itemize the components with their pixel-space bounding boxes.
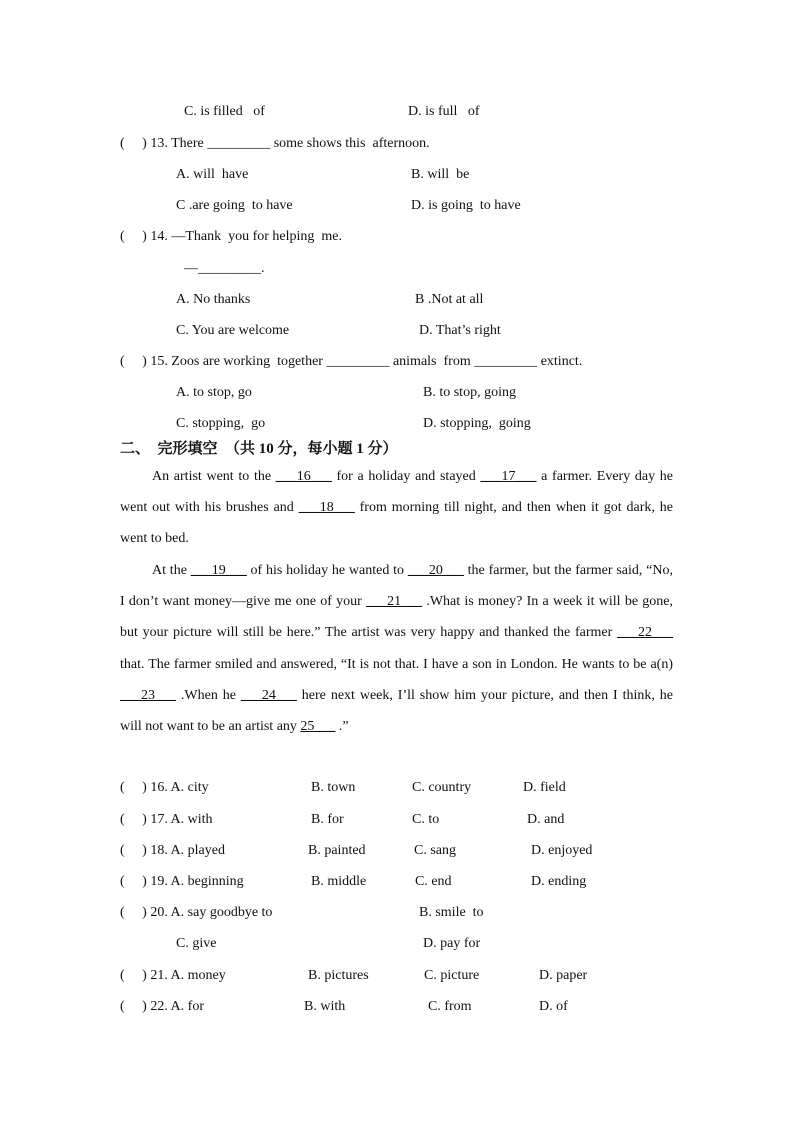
q19-option-d: D. ending [531,874,587,889]
passage-text: .When he [176,687,241,703]
q15-option-a: A. to stop, go [176,385,252,400]
q18-option-d: D. enjoyed [531,843,593,858]
q22-option-a: ( ) 22. A. for [120,999,204,1014]
q13-option-c: C .are going to have [176,198,293,213]
passage-text: that. The farmer smiled and answered, “It is not that. I have a son in London. He wants to be a(n) [120,656,673,672]
q13-option-d: D. is going to have [411,198,521,213]
passage-text: At the [152,563,191,578]
q19-option-c: C. end [415,874,452,889]
q14-stem: ( ) 14. —Thank you for helping me. [120,229,343,244]
q21-option-c: C. picture [424,968,480,983]
blank: 25___ [300,719,336,735]
q15-option-d: D. stopping, going [423,416,531,431]
blank: ___23___ [120,687,176,703]
passage-paragraph-1 [120,461,673,555]
q16-option-d: D. field [523,780,566,795]
q12-option-d: D. is full of [408,104,480,119]
q21-option-b: B. pictures [308,968,369,983]
q18-option-b: B. painted [308,843,366,858]
q16-option-c: C. country [412,780,472,795]
q20-option-c: C. give [176,936,217,951]
blank: ___21___ [366,594,423,610]
q15-option-c: C. stopping, go [176,416,266,431]
passage-text: for a holiday and stayed [331,469,481,484]
passage-text: the farmer, but the farmer said, “No, I don’t want money—give me one of your [120,563,673,610]
q22-option-d: D. of [539,999,568,1014]
q21-option-d: D. paper [539,968,588,983]
q13-option-a: A. will have [176,167,249,182]
passage-text: from morning till night, and then when it got dark, he went to bed. [120,500,673,547]
blank: ___16___ [275,469,332,484]
q19-option-a: ( ) 19. A. beginning [120,874,244,889]
q14-reply: —_________. [184,261,265,276]
q13-stem: ( ) 13. There _________ some shows this afternoon. [120,136,430,151]
q16-option-a: ( ) 16. A. city [120,780,209,795]
q13-option-b: B. will be [411,167,470,182]
q22-option-b: B. with [304,999,346,1014]
q17-option-b: B. for [311,812,344,827]
q20-option-d: D. pay for [423,936,481,951]
q20-option-a: ( ) 20. A. say goodbye to [120,905,273,920]
q14-option-d: D. That’s right [419,323,501,338]
passage-text: .” [335,719,349,735]
passage-paragraph-2 [120,555,673,742]
blank: ___20___ [407,563,464,578]
blank: ___17___ [480,469,537,484]
passage-text: of his holiday he wanted to [246,563,408,578]
q20-option-b: B. smile to [419,905,484,920]
blank: ___18___ [298,500,355,516]
passage-text: .What is money? In a week it will be gone, but your picture will still be here.” The artist was very happy and thanked the farmer [120,594,674,641]
q22-option-c: C. from [428,999,472,1014]
q12-option-c: C. is filled of [184,104,265,119]
q17-option-d: D. and [527,812,565,827]
q17-option-a: ( ) 17. A. with [120,812,213,827]
q21-option-a: ( ) 21. A. money [120,968,226,983]
q15-stem: ( ) 15. Zoos are working together _________ animals from _________ extinct. [120,354,583,369]
q14-option-c: C. You are welcome [176,323,290,338]
passage-text: a farmer. Every day he went out with his brushes and [120,469,674,516]
q18-option-a: ( ) 18. A. played [120,843,225,858]
q18-option-c: C. sang [414,843,456,858]
q14-option-a: A. No thanks [176,292,251,307]
q14-option-b: B .Not at all [415,292,484,307]
blank: ___19___ [190,563,247,578]
q16-option-b: B. town [311,780,356,795]
section-heading: 二、 完形填空 （共 10 分，每小题 1 分） [120,441,398,457]
passage-text: here next week, I’ll show him your picture, and then I think, he will not want to be an artist any [120,687,673,735]
passage-text: An artist went to the [152,469,276,484]
blank: ___24___ [240,687,297,703]
q19-option-b: B. middle [311,874,367,889]
q15-option-b: B. to stop, going [423,385,516,400]
blank: ___22___ [617,625,673,641]
q17-option-c: C. to [412,812,440,827]
